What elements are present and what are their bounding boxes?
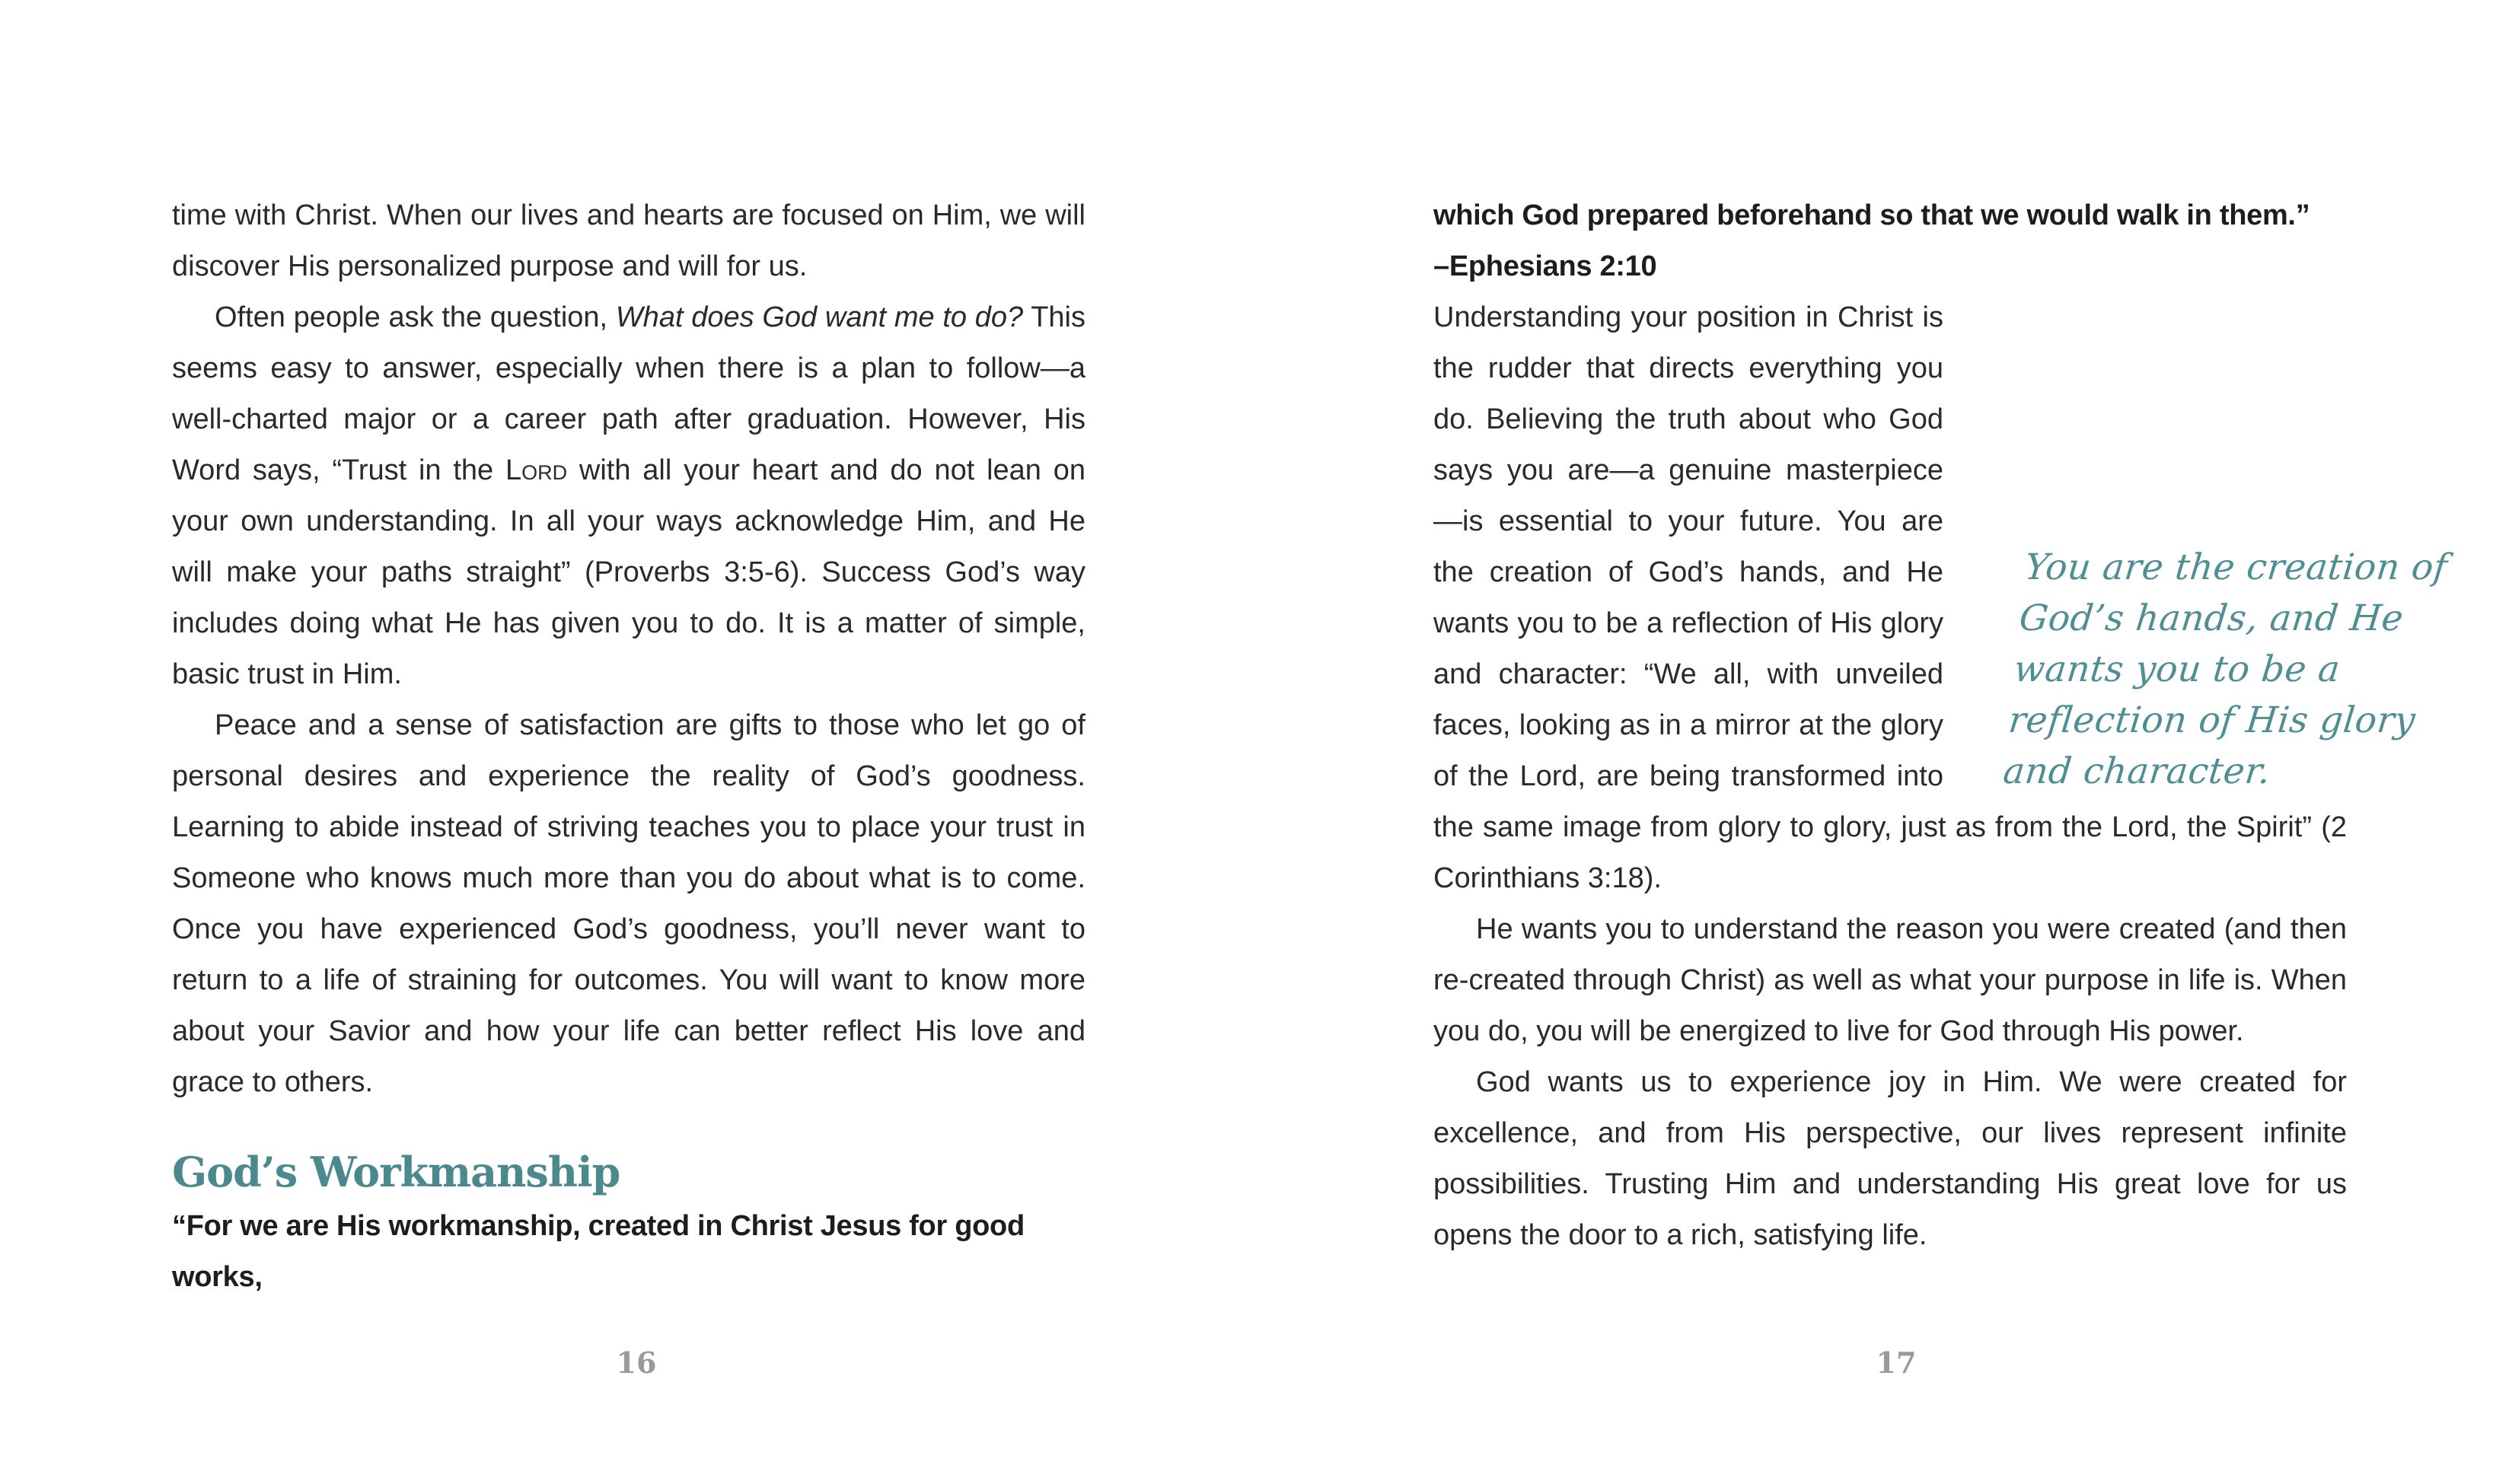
body-paragraph: Peace and a sense of satisfaction are gifts to those who let go of personal desires and experience the reality of God’s goodness. Learning to abide instead of striving teaches you to place your trust in Someone who knows much more than you do about what is to come. Once you have experienced God’s goodness, you’ll never want to return to a life of straining for outcomes. You will want to know more about your Savior and how your life can better reflect His love and grace to others.	[172, 709, 1085, 1098]
italic-question: What does God want me to do?	[615, 301, 1024, 333]
scripture-verse: which God prepared beforehand so that we would walk in them.”	[1433, 199, 2310, 231]
body-paragraph	[172, 292, 1085, 700]
scripture-reference: –Ephesians 2:10	[1433, 250, 1657, 282]
paragraph-text: Understanding your position in Christ is the rudder that directs everything you do. Believing the truth about who God says you are—a genuine masterpiece—is essential to your future. You are the creation of God’s hands, and He wants you to be a reflection of His glory and character: “We all, with unveiled faces, looking as in a mirror at the glory of the Lord, are being transformed into the same image from glory to glory, just as from the Lord, the Spirit” (2 Corinthians 3:18).	[1433, 301, 2347, 894]
page-number: 17	[1876, 1345, 1917, 1380]
body-paragraph: time with Christ. When our lives and hearts are focused on Him, we will discover His personalized purpose and will for us.	[172, 199, 1085, 282]
small-caps-lord: Lord	[505, 454, 568, 486]
scripture-verse: “For we are His workmanship, created in Christ Jesus for good works,	[172, 1210, 1025, 1293]
paragraph-text: Often people ask the question,	[215, 301, 616, 333]
left-text-column	[172, 190, 1085, 1303]
page-number: 16	[616, 1345, 657, 1380]
body-paragraph: He wants you to understand the reason you were created (and then re-created through Christ) as well as what your purpose in life is. When you do, you will be energized to live for God through His power.	[1433, 913, 2347, 1047]
pull-quote: You are the creation of God’s hands, and He wants you to be a reflection of His glory and character.	[2001, 546, 2450, 792]
paragraph-text: This seems easy to answer, especially when there is a plan to follow—a well-charted major or a career path after graduation. However, His Word says, “Trust in the	[172, 301, 1085, 486]
paragraph-text: with all your heart and do not lean on your own understanding. In all your ways acknowledge Him, and He will make your paths straight” (Proverbs 3:5-6). Success God’s way includes doing what He has given you to do. It is a matter of simple, basic trust in Him.	[172, 454, 1085, 690]
section-heading: God’s Workmanship	[172, 1148, 620, 1196]
body-paragraph: God wants us to experience joy in Him. We were created for excellence, and from His perspective, our lives represent infinite possibilities. Trusting Him and understanding His great love for us opens the door to a rich, satisfying life.	[1433, 1066, 2347, 1251]
